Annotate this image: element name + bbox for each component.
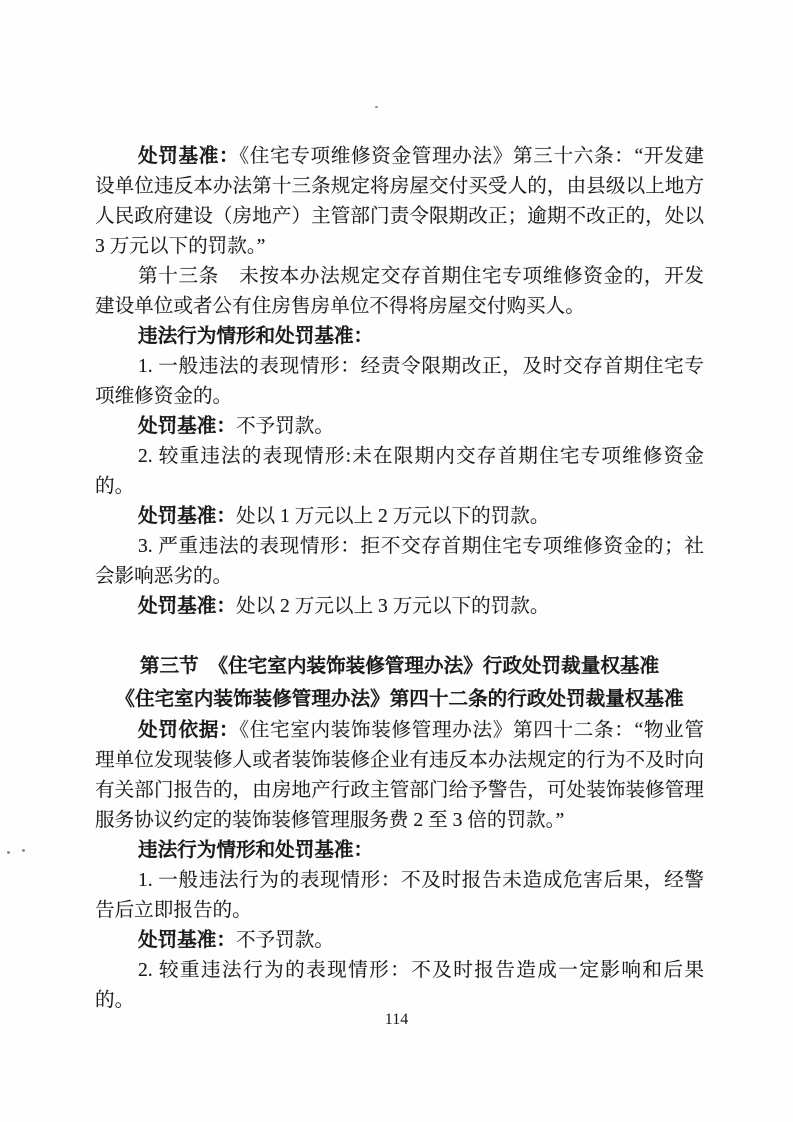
- penalty-basis-moderate-1: 处罚基准：处以 1 万元以上 2 万元以下的罚款。: [138, 506, 550, 527]
- paragraph-lead-label: 处罚基准：: [138, 506, 236, 527]
- paragraph-lead-label: 处罚基准：: [138, 596, 236, 617]
- scan-speck: [7, 851, 10, 854]
- paragraph-lead-label: 处罚基准：: [138, 930, 236, 951]
- scan-speck: [375, 106, 378, 108]
- article-42-subheading: 《住宅室内装饰装修管理办法》第四十二条的行政处罚裁量权基准: [115, 689, 684, 710]
- moderate-violation-item-2: 2. 较重违法行为的表现情形：不及时报告造成一定影响和后果的。: [95, 960, 704, 1011]
- penalty-source-article-42: 处罚依据：《住宅室内装饰装修管理办法》第四十二条：“物业管理单位发现装修人或者装饰装修企业有违反本办法规定的行为不及时向有关部门报告的，由房地产行政主管部门给予警告，可处装饰装修管理服务协议约定的装饰装修管理服务费 2 至 3 倍的罚款。”: [95, 720, 705, 831]
- moderate-violation-item-1: 2. 较重违法的表现情形:未在限期内交存首期住宅专项维修资金的。: [95, 446, 704, 497]
- page-number: 114: [384, 1011, 409, 1028]
- penalty-basis-severe-1: 处罚基准：处以 2 万元以上 3 万元以下的罚款。: [138, 596, 550, 617]
- scan-speck: [22, 849, 25, 852]
- article-13-text: 第十三条 未按本办法规定交存首期住宅专项维修资金的，开发建设单位或者公有住房售房单位不得将房屋交付购买人。: [95, 266, 704, 317]
- general-violation-item-1: 1. 一般违法的表现情形：经责令限期改正，及时交存首期住宅专项维修资金的。: [95, 356, 704, 407]
- paragraph-lead-label: 处罚基准：: [138, 416, 236, 437]
- penalty-basis-article-36: 处罚基准：《住宅专项维修资金管理办法》第三十六条：“开发建设单位违反本办法第十三条规定将房屋交付买受人的，由县级以上地方人民政府建设（房地产）主管部门责令限期改正；逾期不改正的，处以 3 万元以下的罚款。”: [95, 146, 705, 257]
- paragraph-lead-label: 处罚依据：: [138, 720, 240, 741]
- penalty-basis-general-1: 处罚基准：不予罚款。: [138, 416, 334, 437]
- violation-situations-label-1: 违法行为情形和处罚基准：: [138, 326, 374, 347]
- paragraph-lead-label: 处罚基准：: [138, 146, 240, 167]
- severe-violation-item-1: 3. 严重违法的表现情形：拒不交存首期住宅专项维修资金的；社会影响恶劣的。: [95, 536, 704, 587]
- violation-situations-label-2: 违法行为情形和处罚基准：: [138, 840, 374, 861]
- document-body: [95, 142, 704, 1016]
- section-3-heading: 第三节 《住宅室内装饰装修管理办法》行政处罚裁量权基准: [139, 656, 660, 677]
- penalty-basis-general-2: 处罚基准：不予罚款。: [138, 930, 334, 951]
- general-violation-item-2: 1. 一般违法行为的表现情形：不及时报告未造成危害后果，经警告后立即报告的。: [95, 870, 704, 921]
